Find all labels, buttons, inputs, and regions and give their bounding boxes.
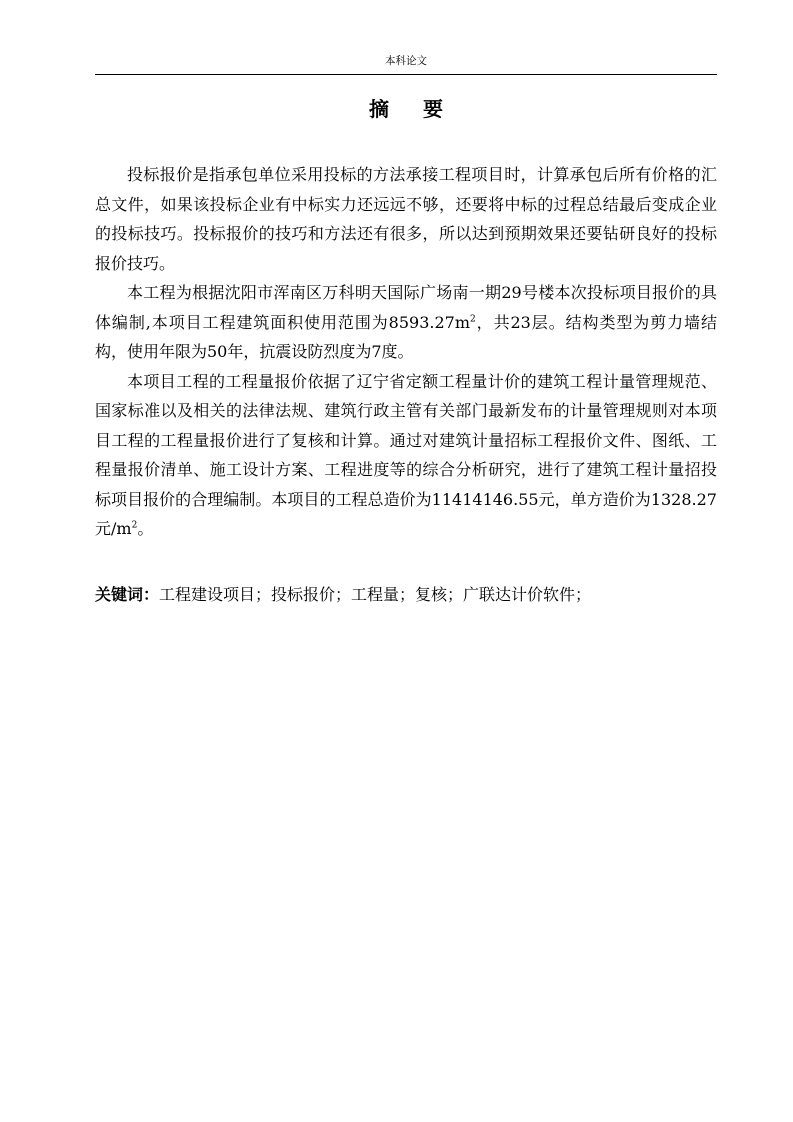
abstract-paragraph-3 <box>95 367 717 544</box>
running-title: 本科论文 <box>385 55 427 67</box>
page-header <box>95 52 717 75</box>
paragraph-3-text-a: 本项目工程的工程量报价依据了辽宁省定额工程量计价的建筑工程计量管理规范、国家标准以及相关的法律法规、建筑行政主管有关部门最新发布的计量管理规则对本项目工程的工程量报价进行了复核和计算。通过对建筑计量招标工程报价文件、图纸、工程量报价清单、施工设计方案、工程进度等的综合分析研究，进行了建筑工程计量招投标项目报价的合理编制。本项目的工程总造价为11414146.55元，单方造价为1328.27元/m <box>95 371 717 538</box>
keywords-line <box>95 580 717 610</box>
paragraph-2-text-a: 本工程为根据沈阳市浑南区万科明天国际广场南一期29号楼本次投标项目报价的具体编制,本项目工程建筑面积使用范围为8593.27m <box>95 283 717 332</box>
page-title <box>95 95 717 123</box>
paragraph-3-text-b: 。 <box>137 519 154 538</box>
title-char-2: 要 <box>423 97 443 121</box>
title-char-1: 摘 <box>369 97 389 121</box>
keywords-label: 关键词： <box>95 585 160 604</box>
abstract-body <box>95 160 717 544</box>
abstract-paragraph-1: 投标报价是指承包单位采用投标的方法承接工程项目时，计算承包后所有价格的汇总文件，如果该投标企业有中标实力还远远不够，还要将中标的过程总结最后变成企业的投标技巧。投标报价的技巧和方法还有很多，所以达到预期效果还要钻研良好的投标报价技巧。 <box>95 165 717 273</box>
superscript-2: 2 <box>470 314 476 325</box>
keywords-text: 工程建设项目；投标报价；工程量；复核；广联达计价软件； <box>159 585 592 604</box>
abstract-paragraph-2 <box>95 278 717 367</box>
superscript-3: 2 <box>131 520 138 531</box>
paragraph-2-text-b: ，共23层。结构类型为剪力墙结构，使用年限为50年，抗震设防烈度为7度。 <box>95 312 717 361</box>
